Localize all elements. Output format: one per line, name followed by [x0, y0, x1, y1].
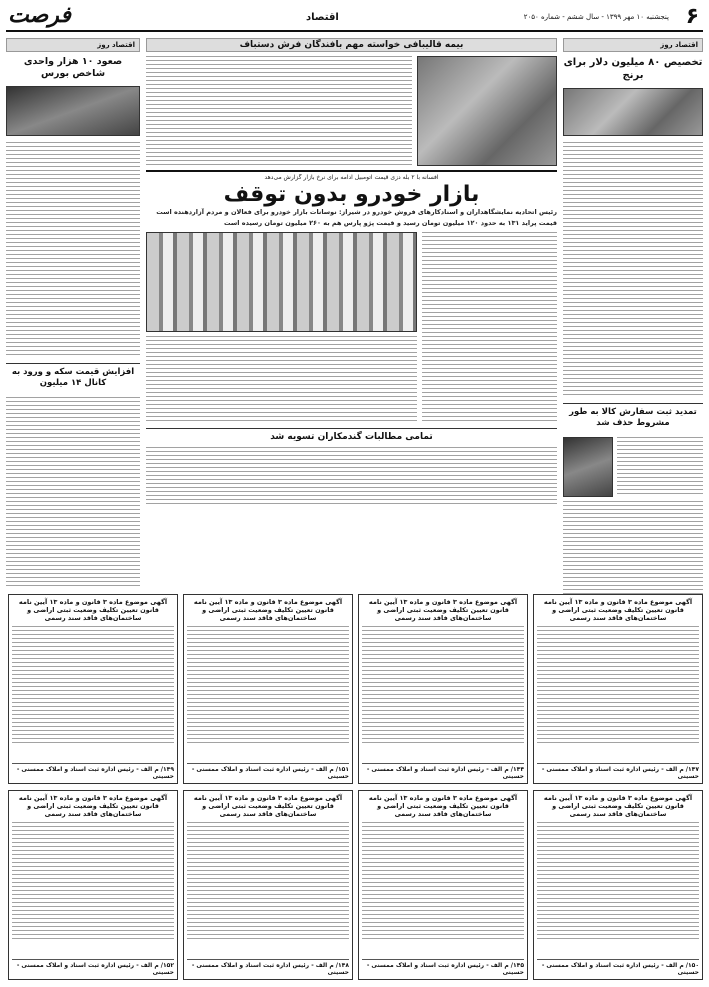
carpet-photo	[417, 56, 557, 166]
legal-notices	[6, 594, 703, 982]
car-deck-2: قیمت پراید ۱۳۱ به حدود ۱۲۰ میلیون تومان رسید و قیمت پژو پارس هم به ۲۶۰ میلیون تومان رسیده است	[224, 219, 557, 227]
notice-text	[12, 626, 174, 746]
car-article-text-right	[422, 232, 557, 422]
rice-article-text	[563, 142, 703, 397]
notice-text	[537, 822, 699, 942]
newspaper-page	[6, 4, 703, 982]
legal-notice	[8, 594, 178, 784]
bourse-headline: صعود ۱۰ هزار واحدی شاخص بورس	[23, 56, 123, 79]
order-registration-headline: تمدید ثبت سفارش کالا به طور مشروط حذف شد	[563, 403, 703, 433]
gold-coin-headline: افزایش قیمت سکه و ورود به کانال ۱۴ میلیون	[6, 363, 140, 393]
notice-text	[187, 822, 349, 942]
wheat-article-text	[146, 447, 557, 505]
notice-text	[187, 626, 349, 746]
notice-title: آگهی موضوع ماده ۳ قانون و ماده ۱۳ آیین نامه قانون تعیین تکلیف وضعیت ثبتی اراضی و ساختمان‌های فاقد سند رسمی	[368, 794, 518, 818]
notice-title: آگهی موضوع ماده ۳ قانون و ماده ۱۳ آیین نامه قانون تعیین تکلیف وضعیت ثبتی اراضی و ساختمان‌های فاقد سند رسمی	[543, 794, 693, 818]
legal-notice	[8, 790, 178, 980]
middle-column	[146, 38, 557, 588]
masthead	[6, 4, 703, 32]
carpet-headline: بیمه قالیبافی خواسته مهم بافندگان فرش دستباف	[146, 38, 557, 52]
notice-title: آگهی موضوع ماده ۳ قانون و ماده ۱۳ آیین نامه قانون تعیین تکلیف وضعیت ثبتی اراضی و ساختمان‌های فاقد سند رسمی	[543, 598, 693, 622]
notice-footer: ۱۴۸/ م الف - رئیس اداره ثبت اسناد و املاک ممسنی - حسینی	[187, 959, 349, 976]
official-portrait	[563, 437, 613, 497]
section-title: اقتصاد	[306, 12, 339, 23]
carpet-article-text	[146, 56, 412, 166]
car-article-text-left	[146, 336, 417, 422]
car-main-headline: بازار خودرو بدون توقف	[223, 182, 480, 207]
section-tag: اقتصاد روز	[6, 38, 140, 52]
car-kicker: افسانه با ۲ بله دزی قیمت اتومبیل ادامه برای نرخ بازار گزارش می‌دهد	[264, 174, 439, 181]
notice-title: آگهی موضوع ماده ۳ قانون و ماده ۱۳ آیین نامه قانون تعیین تکلیف وضعیت ثبتی اراضی و ساختمان‌های فاقد سند رسمی	[18, 794, 168, 818]
notice-footer: ۱۵۲/ م الف - رئیس اداره ثبت اسناد و املاک ممسنی - حسینی	[12, 959, 174, 976]
car-deck-1: رئیس اتحادیه نمایشگاهداران و اسنادکارهای فروش خودرو در شیراز: نوسانات بازار خودرو برای فعالان و مردم آزاردهنده است	[156, 208, 557, 216]
notice-footer: ۱۵۰/ م الف - رئیس اداره ثبت اسناد و املاک ممسنی - حسینی	[537, 959, 699, 976]
bourse-photo	[6, 86, 140, 136]
legal-notice	[183, 790, 353, 980]
notice-title: آگهی موضوع ماده ۳ قانون و ماده ۱۳ آیین نامه قانون تعیین تکلیف وضعیت ثبتی اراضی و ساختمان‌های فاقد سند رسمی	[368, 598, 518, 622]
notice-title: آگهی موضوع ماده ۳ قانون و ماده ۱۳ آیین نامه قانون تعیین تکلیف وضعیت ثبتی اراضی و ساختمان‌های فاقد سند رسمی	[193, 598, 343, 622]
date-line: پنجشنبه ۱۰ مهر ۱۳۹۹ - سال ششم - شماره ۲۰۵۰	[523, 13, 669, 21]
notice-text	[12, 822, 174, 942]
section-tag: اقتصاد روز	[563, 38, 703, 52]
wheat-headline: تمامی مطالبات گندمکاران تسویه شد	[146, 428, 557, 444]
right-column	[563, 38, 703, 588]
legal-notice	[358, 594, 528, 784]
rice-headline: تخصیص ۸۰ میلیون دلار برای برنج	[563, 57, 703, 81]
legal-notice	[533, 594, 703, 784]
notice-title: آگهی موضوع ماده ۳ قانون و ماده ۱۳ آیین نامه قانون تعیین تکلیف وضعیت ثبتی اراضی و ساختمان‌های فاقد سند رسمی	[193, 794, 343, 818]
notice-footer: ۱۴۷/ م الف - رئیس اداره ثبت اسناد و املاک ممسنی - حسینی	[537, 763, 699, 780]
notice-text	[362, 822, 524, 942]
notice-footer: ۱۴۴/ م الف - رئیس اداره ثبت اسناد و املاک ممسنی - حسینی	[362, 763, 524, 780]
rice-photo	[563, 88, 703, 136]
notice-text	[537, 626, 699, 746]
newspaper-logo: فرصت	[8, 2, 71, 28]
order-article-text	[617, 437, 703, 497]
parked-cars-photo	[146, 232, 417, 332]
notice-footer: ۱۴۹/ م الف - رئیس اداره ثبت اسناد و املاک ممسنی - حسینی	[12, 763, 174, 780]
order-article-text-cont	[563, 501, 703, 596]
legal-notice	[533, 790, 703, 980]
bourse-article-text	[6, 142, 140, 357]
notice-title: آگهی موضوع ماده ۳ قانون و ماده ۱۳ آیین نامه قانون تعیین تکلیف وضعیت ثبتی اراضی و ساختمان‌های فاقد سند رسمی	[18, 598, 168, 622]
legal-notice	[183, 594, 353, 784]
notice-text	[362, 626, 524, 746]
notice-footer: ۱۵۱/ م الف - رئیس اداره ثبت اسناد و املاک ممسنی - حسینی	[187, 763, 349, 780]
page-number: ۶	[685, 4, 699, 29]
left-column	[6, 38, 140, 588]
gold-coin-article-text	[6, 397, 140, 587]
legal-notice	[358, 790, 528, 980]
notice-footer: ۱۴۵/ م الف - رئیس اداره ثبت اسناد و املاک ممسنی - حسینی	[362, 959, 524, 976]
